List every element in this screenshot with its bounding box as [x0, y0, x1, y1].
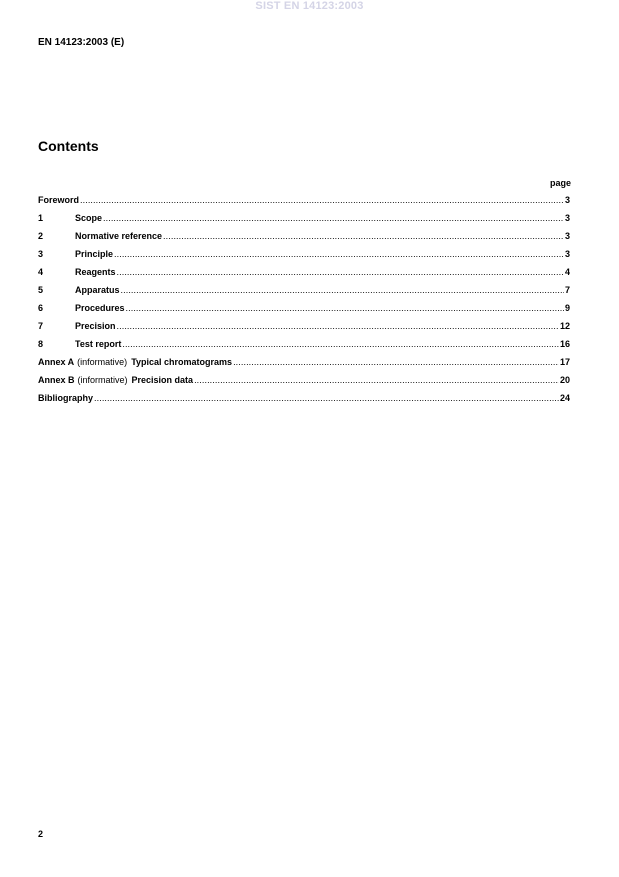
toc-entry-page: 16: [559, 339, 570, 349]
toc-entry-title: Procedures: [75, 303, 125, 313]
annex-title: Typical chromatograms: [131, 357, 233, 367]
toc-entry-principle[interactable]: [38, 249, 570, 267]
dot-leader: [233, 357, 559, 367]
document-id-header: EN 14123:2003 (E): [38, 37, 125, 48]
watermark-text: SIST EN 14123:2003: [255, 0, 364, 12]
toc-entry-page: 7: [564, 285, 570, 295]
toc-entry-page: 17: [559, 357, 570, 367]
table-of-contents: [38, 195, 570, 411]
toc-entry-test-report[interactable]: [38, 339, 570, 357]
toc-entry-precision[interactable]: [38, 321, 570, 339]
dot-leader: [121, 285, 564, 295]
toc-entry-number: 6: [38, 303, 44, 313]
dot-leader: [126, 303, 564, 313]
toc-entry-title: Foreword: [38, 195, 80, 205]
toc-entry-number: 4: [38, 267, 44, 277]
toc-entry-normative-reference[interactable]: [38, 231, 570, 249]
toc-entry-page: 4: [564, 267, 570, 277]
annex-label: Annex B: [38, 375, 75, 385]
toc-entry-title: Bibliography: [38, 393, 94, 403]
toc-entry-number: 1: [38, 213, 44, 223]
toc-entry-procedures[interactable]: [38, 303, 570, 321]
dot-leader: [163, 231, 564, 241]
dot-leader: [122, 339, 559, 349]
toc-entry-title: Principle: [75, 249, 114, 259]
toc-entry-title: Reagents: [75, 267, 116, 277]
annex-type: (informative): [77, 375, 128, 385]
annex-label: Annex A: [38, 357, 75, 367]
toc-entry-number: 5: [38, 285, 44, 295]
annex-type: (informative): [77, 357, 128, 367]
toc-entry-page: 20: [559, 375, 570, 385]
dot-leader: [114, 249, 564, 259]
toc-entry-page: 9: [564, 303, 570, 313]
toc-entry-page: 3: [564, 195, 570, 205]
toc-entry-title: Apparatus: [75, 285, 120, 295]
toc-entry-title: Scope: [75, 213, 103, 223]
contents-heading: Contents: [38, 138, 99, 154]
dot-leader: [117, 267, 564, 277]
toc-entry-title: Precision: [75, 321, 116, 331]
toc-entry-title: Test report: [75, 339, 122, 349]
dot-leader: [94, 393, 559, 403]
toc-entry-bibliography[interactable]: [38, 393, 570, 411]
page-number: 2: [38, 829, 44, 839]
toc-entry-page: 12: [559, 321, 570, 331]
dot-leader: [80, 195, 564, 205]
dot-leader: [117, 321, 559, 331]
dot-leader: [103, 213, 564, 223]
toc-entry-scope[interactable]: [38, 213, 570, 231]
toc-entry-number: 7: [38, 321, 44, 331]
toc-entry-title: Normative reference: [75, 231, 163, 241]
toc-entry-number: 3: [38, 249, 44, 259]
toc-entry-page: 3: [564, 249, 570, 259]
toc-entry-page: 3: [564, 231, 570, 241]
toc-entry-number: 8: [38, 339, 44, 349]
toc-entry-apparatus[interactable]: [38, 285, 570, 303]
dot-leader: [194, 375, 559, 385]
toc-entry-foreword[interactable]: [38, 195, 570, 213]
toc-entry-page: 24: [559, 393, 570, 403]
page-column-label: page: [549, 178, 571, 188]
toc-entry-page: 3: [564, 213, 570, 223]
toc-entry-reagents[interactable]: [38, 267, 570, 285]
annex-title: Precision data: [131, 375, 194, 385]
toc-entry-number: 2: [38, 231, 44, 241]
toc-entry-annex-a[interactable]: [38, 357, 570, 375]
toc-entry-annex-b[interactable]: [38, 375, 570, 393]
